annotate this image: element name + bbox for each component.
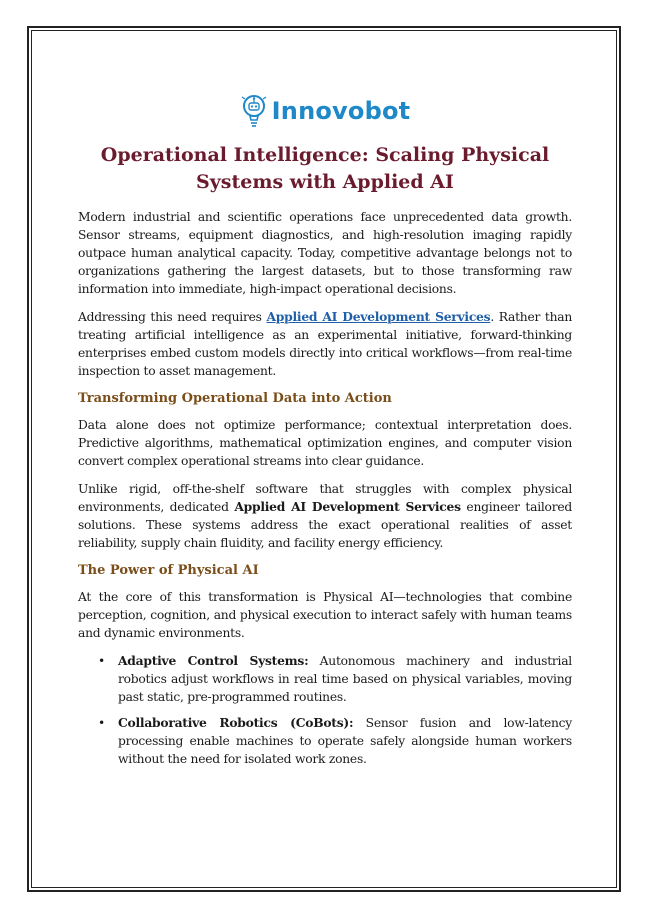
need-text-after: . Rather than treating artificial intelligence as an experimental initiative, forward-thinking enterprises embed custom models directly into critical workflows—from real-time inspection to asset management.	[78, 310, 572, 378]
list-item	[98, 652, 572, 706]
brand-name: Innovobot	[271, 97, 411, 125]
list-item	[98, 714, 572, 768]
section-heading-power: The Power of Physical AI	[78, 563, 259, 578]
page-title: Operational Intelligence: Scaling Physical Systems with Applied AI	[100, 144, 550, 193]
bullet-marker: •	[98, 716, 106, 730]
list-item-title: Collaborative Robotics (CoBots):	[118, 715, 354, 730]
unlike-text-before: Unlike rigid, off-the-shelf software that struggles with complex physical environments, dedicated	[78, 482, 572, 514]
core-paragraph: At the core of this transformation is Physical AI—technologies that combine perception, cognition, and physical execution to interact safely with human teams and dynamic environments.	[78, 590, 572, 640]
list-item-text: Sensor fusion and low-latency processing enable machines to operate safely alongside human workers without the need for isolated work zones.	[118, 716, 572, 766]
unlike-paragraph	[78, 480, 572, 552]
list-item-text: Autonomous machinery and industrial robotics adjust workflows in real time based on physical variables, moving past static, pre-programmed routines.	[118, 654, 572, 704]
brand-logo	[78, 90, 572, 132]
unlike-text-after: engineer tailored solutions. These systems address the exact operational realities of asset reliability, supply chain fluidity, and facility energy efficiency.	[78, 500, 572, 550]
lightbulb-robot-icon	[240, 93, 270, 129]
applied-ai-services-link[interactable]: Applied AI Development Services	[266, 309, 491, 324]
need-text-before: Addressing this need requires	[78, 310, 267, 324]
applied-ai-services-bold: Applied AI Development Services	[234, 499, 461, 514]
section-heading-transforming: Transforming Operational Data into Action	[78, 391, 392, 406]
need-paragraph	[78, 308, 572, 380]
bullet-marker: •	[98, 654, 106, 668]
intro-paragraph: Modern industrial and scientific operations face unprecedented data growth. Sensor streams, equipment diagnostics, and high-resolution imaging rapidly outpace human analytical capacity. Today, competitive advantage belongs not to organizations gathering the largest datasets, but to those transforming raw information into immediate, high-impact operational decisions.	[78, 210, 572, 296]
list-item-title: Adaptive Control Systems:	[118, 653, 309, 668]
document-content	[78, 90, 572, 776]
feature-list	[78, 652, 572, 768]
data-alone-paragraph: Data alone does not optimize performance; contextual interpretation does. Predictive algorithms, mathematical optimization engines, and computer vision convert complex operational streams into clear guidance.	[78, 418, 572, 468]
